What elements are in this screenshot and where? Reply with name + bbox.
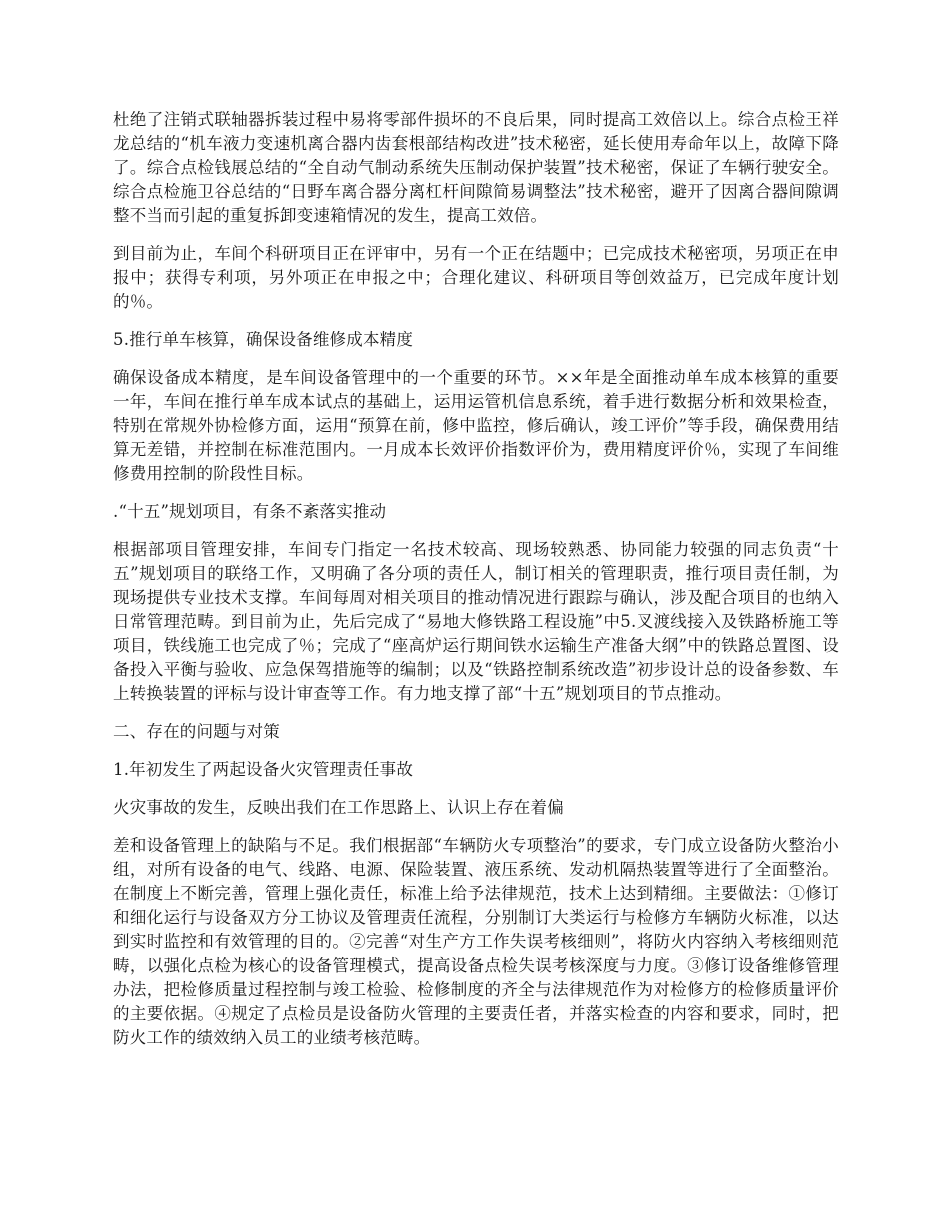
paragraph-fire-measures: 差和设备管理上的缺陷与不足。我们根据部“车辆防火专项整治”的要求，专门成立设备防火整治小组，对所有设备的电气、线路、电源、保险装置、液压系统、发动机隔热装置等进行了全面整治。在制度上不断完善，管理上强化责任，标准上给予法律规范，技术上达到精细。主要做法：①修订和细化运行与设备双方分工协议及管理责任流程，分别制订大类运行与检修方车辆防火标准，以达到实时监控和有效管理的目的。②完善“对生产方工作失误考核细则”，将防火内容纳入考核细则范畴，以强化点检为核心的设备管理模式，提高设备点检失误考核深度与力度。③修订设备维修管理办法，把检修质量过程控制与竣工检验、检修制度的齐全与法律规范作为对检修方的检修质量评价的主要依据。④规定了点检员是设备防火管理的主要责任者，并落实检查的内容和要求，同时，把防火工作的绩效纳入员工的业绩考核范畴。 [113, 836, 839, 1047]
paragraph-joint-repair: 杜绝了注销式联轴器拆装过程中易将零部件损坏的不良后果，同时提高工效倍以上。综合点检王祥龙总结的“机车液力变速机离合器内齿套根部结构改进”技术秘密，延长使用寿命年以上，故障下降了。综合点检钱展总结的“全自动气制动系统失压制动保护装置”技术秘密，保证了车辆行驶安全。综合点检施卫谷总结的“日野车离合器分离杠杆间隙简易调整法”技术秘密，避开了因离合器间隙调整不当而引起的重复拆卸变速箱情况的发生，提高工效倍。 [113, 110, 839, 225]
paragraph-project-management: 根据部项目管理安排，车间专门指定一名技术较高、现场较熟悉、协同能力较强的同志负责“十五”规划项目的联络工作，又明确了各分项的责任人，制订相关的管理职责，推行项目责任制，为现场提供专业技术支撑。车间每周对相关项目的推动情况进行跟踪与确认，涉及配合项目的也纳入日常管理范畴。到目前为止，先后完成了“易地大修铁路工程设施”中5.叉渡线接入及铁路桥施工等项目，铁线施工也完成了％；完成了“座高炉运行期间铁水运输生产准备大纲”中的铁路总置图、设备投入平衡与验收、应急保驾措施等的编制；以及“铁路控制系统改造”初步设计总的设备参数、车上转换装置的评标与设计审查等工作。有力地支撑了部“十五”规划项目的节点推动。 [113, 540, 839, 703]
paragraph-fire-reflection: 火灾事故的发生，反映出我们在工作思路上、认识上存在着偏 [113, 798, 564, 817]
heading-problems-countermeasures: 二、存在的问题与对策 [113, 722, 280, 741]
heading-cost-accounting: 5.推行单车核算，确保设备维修成本精度 [113, 330, 414, 349]
heading-fire-accidents: 1.年初发生了两起设备火灾管理责任事故 [113, 760, 414, 779]
heading-five-year-plan: .“十五”规划项目，有条不紊落实推动 [113, 502, 387, 521]
paragraph-research-progress: 到目前为止，车间个科研项目正在评审中，另有一个正在结题中；已完成技术秘密项，另项正在申报中；获得专利项，另外项正在申报之中；合理化建议、科研项目等创效益万，已完成年度计划的％。 [113, 244, 839, 311]
document-page [113, 108, 839, 1064]
paragraph-cost-precision: 确保设备成本精度，是车间设备管理中的一个重要的环节。××年是全面推动单车成本核算的重要一年，车间在推行单车成本试点的基础上，运用运管机信息系统，着手进行数据分析和效果检查，特别在常规外协检修方面，运用“预算在前，修中监控，修后确认，竣工评价”等手段，确保费用结算无差错，并控制在标准范围内。一月成本长效评价指数评价为，费用精度评价％，实现了车间维修费用控制的阶段性目标。 [113, 368, 839, 483]
